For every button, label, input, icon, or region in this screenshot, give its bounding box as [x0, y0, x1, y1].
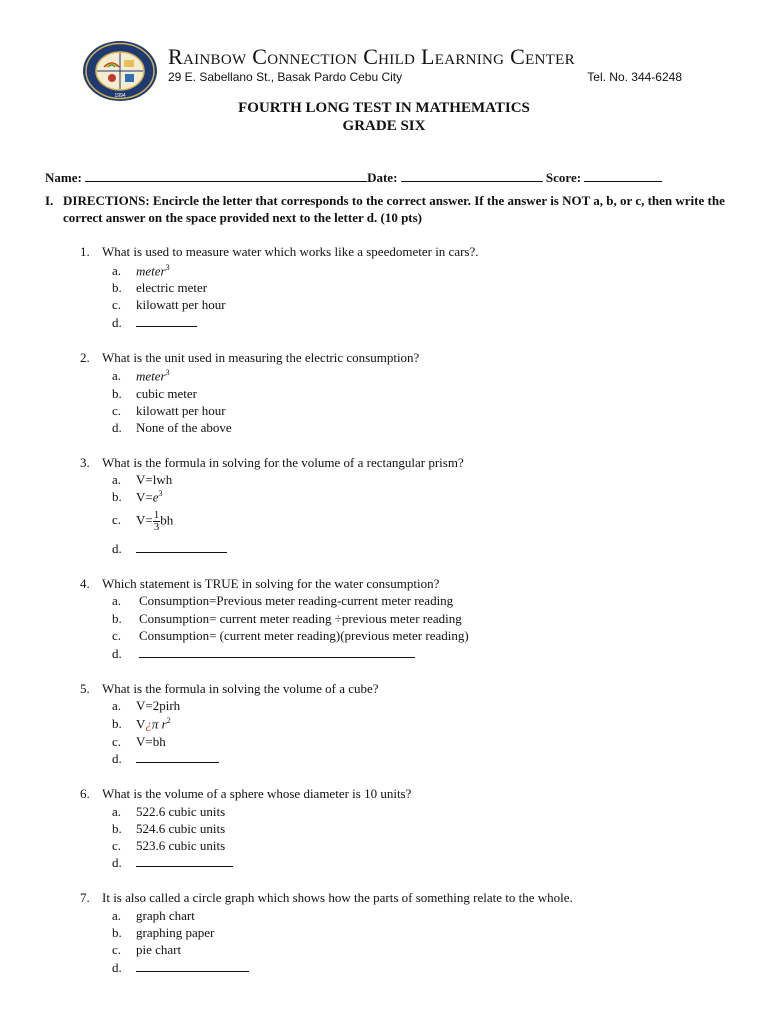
answer-blank[interactable]	[136, 857, 233, 867]
answer-blank[interactable]	[136, 543, 227, 553]
question-1: 1. What is used to measure water which works like a speedometer in cars?.	[80, 244, 479, 259]
question-text: What is the volume of a sphere whose diameter is 10 units?	[102, 786, 412, 801]
school-header	[82, 40, 682, 104]
option-3c[interactable]: c. V= $\frac{1}{3}$ bh	[112, 509, 174, 533]
section-number: I.	[45, 193, 54, 208]
option-6b[interactable]: b. 524.6 cubic units	[112, 821, 226, 836]
option-3d[interactable]: d.	[112, 541, 227, 557]
question-5: 5. What is the formula in solving the volume of a cube?	[80, 681, 379, 696]
question-2: 2. What is the unit used in measuring the electric consumption?	[80, 350, 420, 365]
question-text: What is the unit used in measuring the electric consumption?	[102, 350, 420, 365]
option-4a[interactable]: a. Consumption=Previous meter reading-current meter reading	[112, 593, 454, 608]
score-field[interactable]	[584, 171, 662, 182]
option-5b[interactable]: b. V¿π $r^2$	[112, 716, 171, 732]
question-text: What is used to measure water which works like a speedometer in cars?.	[102, 244, 479, 259]
option-6d[interactable]: d.	[112, 855, 233, 871]
option-2a[interactable]: a. meter$^3$	[112, 368, 170, 384]
option-2c[interactable]: c. kilowatt per hour	[112, 403, 226, 418]
option-1b[interactable]: b. electric meter	[112, 280, 208, 295]
option-7a[interactable]: a. graph chart	[112, 908, 195, 923]
option-1d[interactable]: d.	[112, 315, 197, 331]
fraction-one-third: $\frac{1}{3}$	[153, 509, 160, 533]
option-5d[interactable]: d.	[112, 751, 219, 767]
question-text: What is the formula in solving for the volume of a rectangular prism?	[102, 455, 464, 470]
option-3a[interactable]: a. V=lwh	[112, 472, 173, 487]
test-title: FOURTH LONG TEST IN MATHEMATICS	[238, 100, 530, 116]
school-name: Rainbow Connection Child Learning Center	[168, 44, 575, 69]
option-1c[interactable]: c. kilowatt per hour	[112, 297, 226, 312]
school-telephone: Tel. No. 344-6248	[587, 70, 682, 84]
question-4: 4. Which statement is TRUE in solving for the water consumption?	[80, 576, 440, 591]
question-3: 3. What is the formula in solving for the volume of a rectangular prism?	[80, 455, 464, 470]
grade-level: GRADE SIX	[342, 118, 426, 134]
school-seal-logo	[82, 40, 158, 102]
option-4c[interactable]: c. Consumption= (current meter reading)(previous meter reading)	[112, 628, 469, 643]
question-text: Which statement is TRUE in solving for the water consumption?	[102, 576, 440, 591]
answer-blank[interactable]	[139, 648, 415, 658]
option-4b[interactable]: b. Consumption= current meter reading ÷previous meter reading	[112, 611, 462, 626]
school-address: 29 E. Sabellano St., Basak Pardo Cebu City	[168, 70, 403, 84]
answer-blank[interactable]	[136, 753, 219, 763]
option-2b[interactable]: b. cubic meter	[112, 386, 197, 401]
question-text: What is the formula in solving the volume of a cube?	[102, 681, 379, 696]
score-label: Score:	[545, 170, 582, 185]
option-7d[interactable]: d.	[112, 960, 249, 976]
svg-text:1994: 1994	[114, 93, 126, 99]
date-label: Date:	[367, 170, 398, 185]
question-text: It is also called a circle graph which shows how the parts of something relate to the whole.	[102, 890, 573, 905]
option-6c[interactable]: c. 523.6 cubic units	[112, 838, 226, 853]
answer-blank[interactable]	[136, 317, 197, 327]
directions-text: DIRECTIONS: Encircle the letter that corresponds to the correct answer. If the answer is NOT a, b, or c, then write the correct answer on the space provided next to the letter d. (10 pts)	[63, 193, 725, 225]
question-6: 6. What is the volume of a sphere whose diameter is 10 units?	[80, 786, 412, 801]
option-1a[interactable]: a. meter$^3$	[112, 263, 170, 279]
option-2d[interactable]: d. None of the above	[112, 420, 232, 435]
option-7c[interactable]: c. pie chart	[112, 942, 182, 957]
option-5c[interactable]: c. V=bh	[112, 734, 166, 749]
option-4d[interactable]: d.	[112, 646, 415, 662]
option-6a[interactable]: a. 522.6 cubic units	[112, 804, 226, 819]
name-field[interactable]	[85, 171, 367, 182]
answer-blank[interactable]	[136, 962, 249, 972]
option-3b[interactable]: b. $V=e^3$	[112, 489, 163, 505]
directions	[45, 192, 725, 226]
question-7: 7. It is also called a circle graph which shows how the parts of something relate to the whole.	[80, 890, 573, 905]
date-field[interactable]	[401, 171, 543, 182]
option-5a[interactable]: a. V=2pirh	[112, 698, 181, 713]
option-7b[interactable]: b. graphing paper	[112, 925, 215, 940]
student-info-line	[45, 170, 685, 186]
name-label: Name:	[45, 170, 82, 185]
